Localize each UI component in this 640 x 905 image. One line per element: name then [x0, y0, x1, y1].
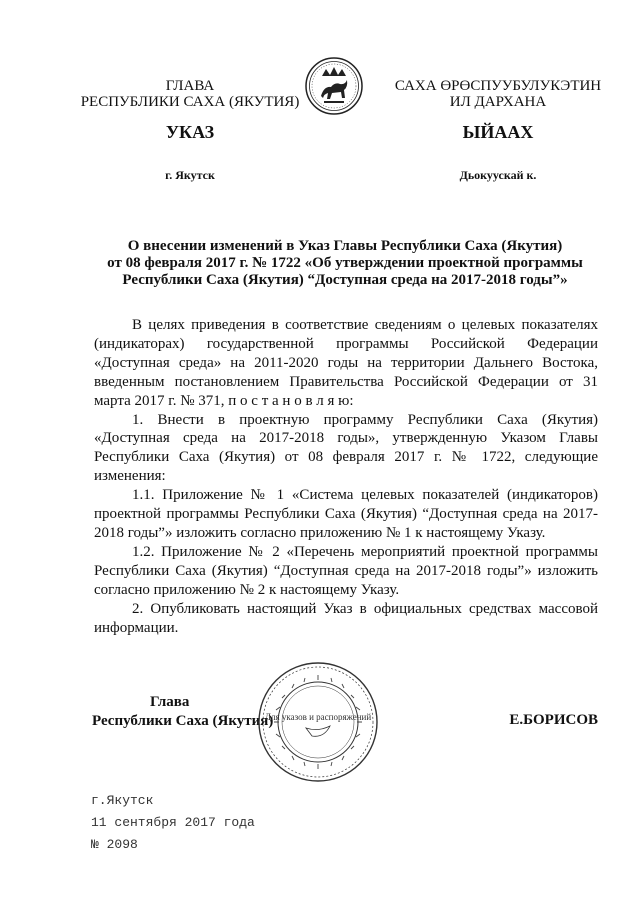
- issuer-left: [60, 78, 320, 110]
- footer-number: № 2098: [91, 837, 138, 852]
- issuer-right-line2: ИЛ ДАРХАНА: [449, 94, 547, 110]
- body-paragraph-1-2: 1.2. Приложение № 2 «Перечень мероприятий проектной программы Республики Саха (Якутия) “Доступная среда на 2017-2018 годы”» изложить согласно приложению № 2 к настоящему Указу.: [94, 543, 598, 598]
- body-paragraph-2: 2. Опубликовать настоящий Указ в официальных средствах массовой информации.: [94, 600, 598, 636]
- body-paragraph-preamble: В целях приведения в соответствие сведениям о целевых показателях (индикаторах) государственной программы Российской Федерации «Доступная среда» на 2011-2020 годы на территории Дальнего Востока, введенным постановлением Правительства Российской Федерации от 31 марта 2017 г. № 371, п о с т а н о в л я ю:: [94, 317, 598, 409]
- title-line2: от 08 февраля 2017 г. № 1722 «Об утверждении проектной программы: [107, 255, 583, 271]
- issuer-right: [378, 78, 618, 110]
- signatory-title-line1: Глава: [150, 694, 190, 710]
- footer-city: г.Якутск: [91, 793, 154, 808]
- seal-text: Для указов и распоряжений: [264, 712, 372, 722]
- signatory-title: [92, 693, 273, 731]
- decree-label-sakha: ЫЙААХ: [462, 122, 534, 142]
- title-line1: О внесении изменений в Указ Главы Республики Саха (Якутия): [127, 238, 563, 254]
- issuer-right-line1: САХА ӨРӨСПУУБУЛУКЭТИН: [394, 78, 602, 94]
- registration-block: [91, 790, 255, 856]
- footer-date: 11 сентября 2017 года: [91, 815, 255, 830]
- signatory-name: Е.БОРИСОВ: [509, 712, 598, 728]
- body-paragraph-1: 1. Внести в проектную программу Республики Саха (Якутия) «Доступная среда на 2017-2018 годы», утвержденную Указом Главы Республики Саха (Якутия) от 08 февраля 2017 г. № 1722, следующие изменения:: [94, 411, 598, 485]
- document-body: [94, 316, 598, 637]
- city-sakha: Дьокуускай к.: [459, 168, 537, 182]
- coat-of-arms-icon: [304, 56, 364, 116]
- issuer-left-line2: РЕСПУБЛИКИ САХА (ЯКУТИЯ): [80, 94, 300, 110]
- body-paragraph-1-1: 1.1. Приложение № 1 «Система целевых показателей (индикаторов) проектной программы Республики Саха (Якутия) “Доступная среда на 2017-2018 годы”» изложить согласно приложению № 1 к настоящему Указу.: [94, 487, 598, 541]
- city-ru: г. Якутск: [165, 168, 215, 182]
- signatory-title-line2: Республики Саха (Якутия): [92, 713, 274, 729]
- document-title: [95, 238, 595, 289]
- title-line3: Республики Саха (Якутия) “Доступная среда на 2017-2018 годы”»: [122, 272, 568, 288]
- issuer-left-line1: ГЛАВА: [165, 78, 215, 94]
- decree-label-ru: УКАЗ: [165, 122, 215, 142]
- official-seal-icon: [256, 660, 380, 784]
